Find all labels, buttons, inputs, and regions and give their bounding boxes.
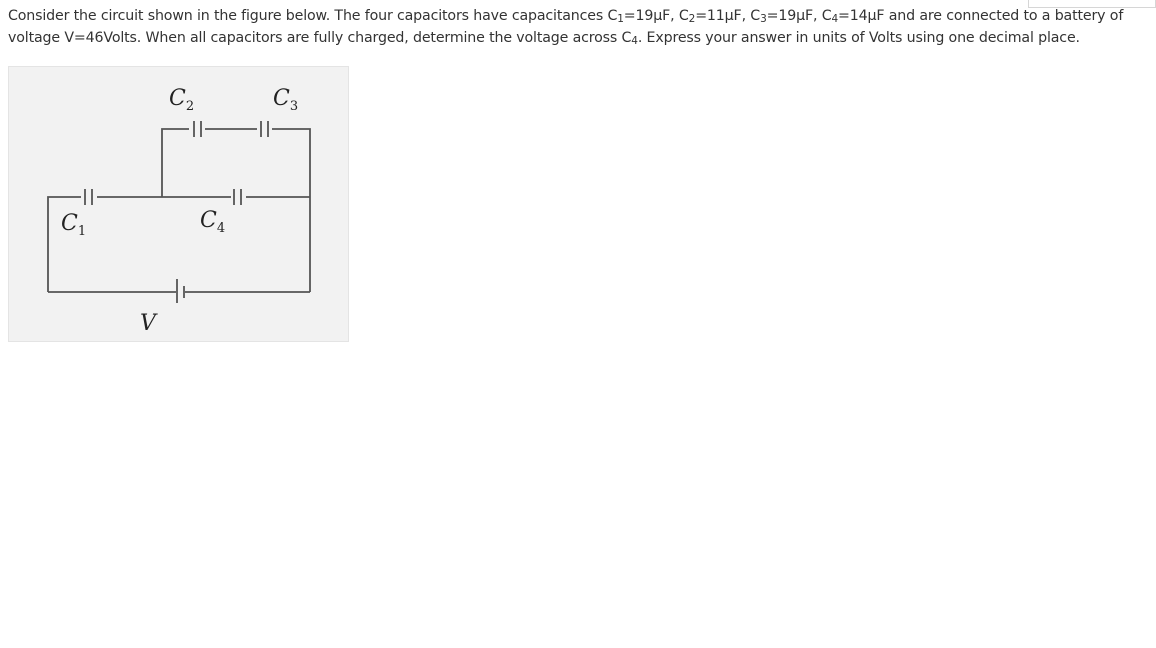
capacitor-c3-symbol: [261, 121, 268, 137]
question-instruction: . Express your answer in units of Volts using one decimal place.: [637, 30, 1080, 46]
c1-value: =19μF,: [623, 8, 679, 24]
circuit-wires: [48, 129, 310, 292]
c3-label: $C_3$: [273, 86, 299, 114]
c3-value: =19μF,: [766, 8, 822, 24]
c2-label: $C_2$: [169, 86, 195, 114]
wire-top-left: [162, 129, 189, 197]
question-intro: Consider the circuit shown in the figure below. The four capacitors have capacitances: [8, 8, 608, 24]
circuit-diagram: [9, 67, 348, 341]
circuit-figure: [8, 66, 349, 342]
c4-label: $C_4$: [200, 208, 226, 236]
target-subscript: 4: [631, 35, 638, 47]
question-line-1: [8, 5, 1154, 27]
c2-subscript: 2: [688, 13, 696, 25]
c1-label: $C_1$: [61, 211, 87, 239]
question-text: [8, 5, 1154, 49]
battery-voltage-label: V: [140, 311, 156, 336]
c3-symbol: C: [750, 8, 761, 24]
capacitor-c1-symbol: [85, 189, 92, 205]
c2-symbol: C: [678, 8, 689, 24]
c1-symbol: C: [607, 8, 618, 24]
capacitor-c4-symbol: [234, 189, 241, 205]
target-symbol: C: [621, 30, 632, 46]
c4-symbol: C: [821, 8, 832, 24]
c2-value: =11μF,: [695, 8, 751, 24]
wire-top-right: [272, 129, 310, 197]
question-task: voltage V=46Volts. When all capacitors are fully charged, determine the voltage across: [8, 30, 622, 46]
question-line-2: [8, 27, 1154, 49]
capacitor-c2-symbol: [194, 121, 201, 137]
battery-symbol: [177, 279, 184, 303]
c4-subscript: 4: [831, 13, 838, 25]
c4-value: =14μF and are connected to a battery of: [838, 8, 1124, 24]
c3-subscript: 3: [760, 13, 767, 25]
c1-subscript: 1: [617, 13, 624, 25]
